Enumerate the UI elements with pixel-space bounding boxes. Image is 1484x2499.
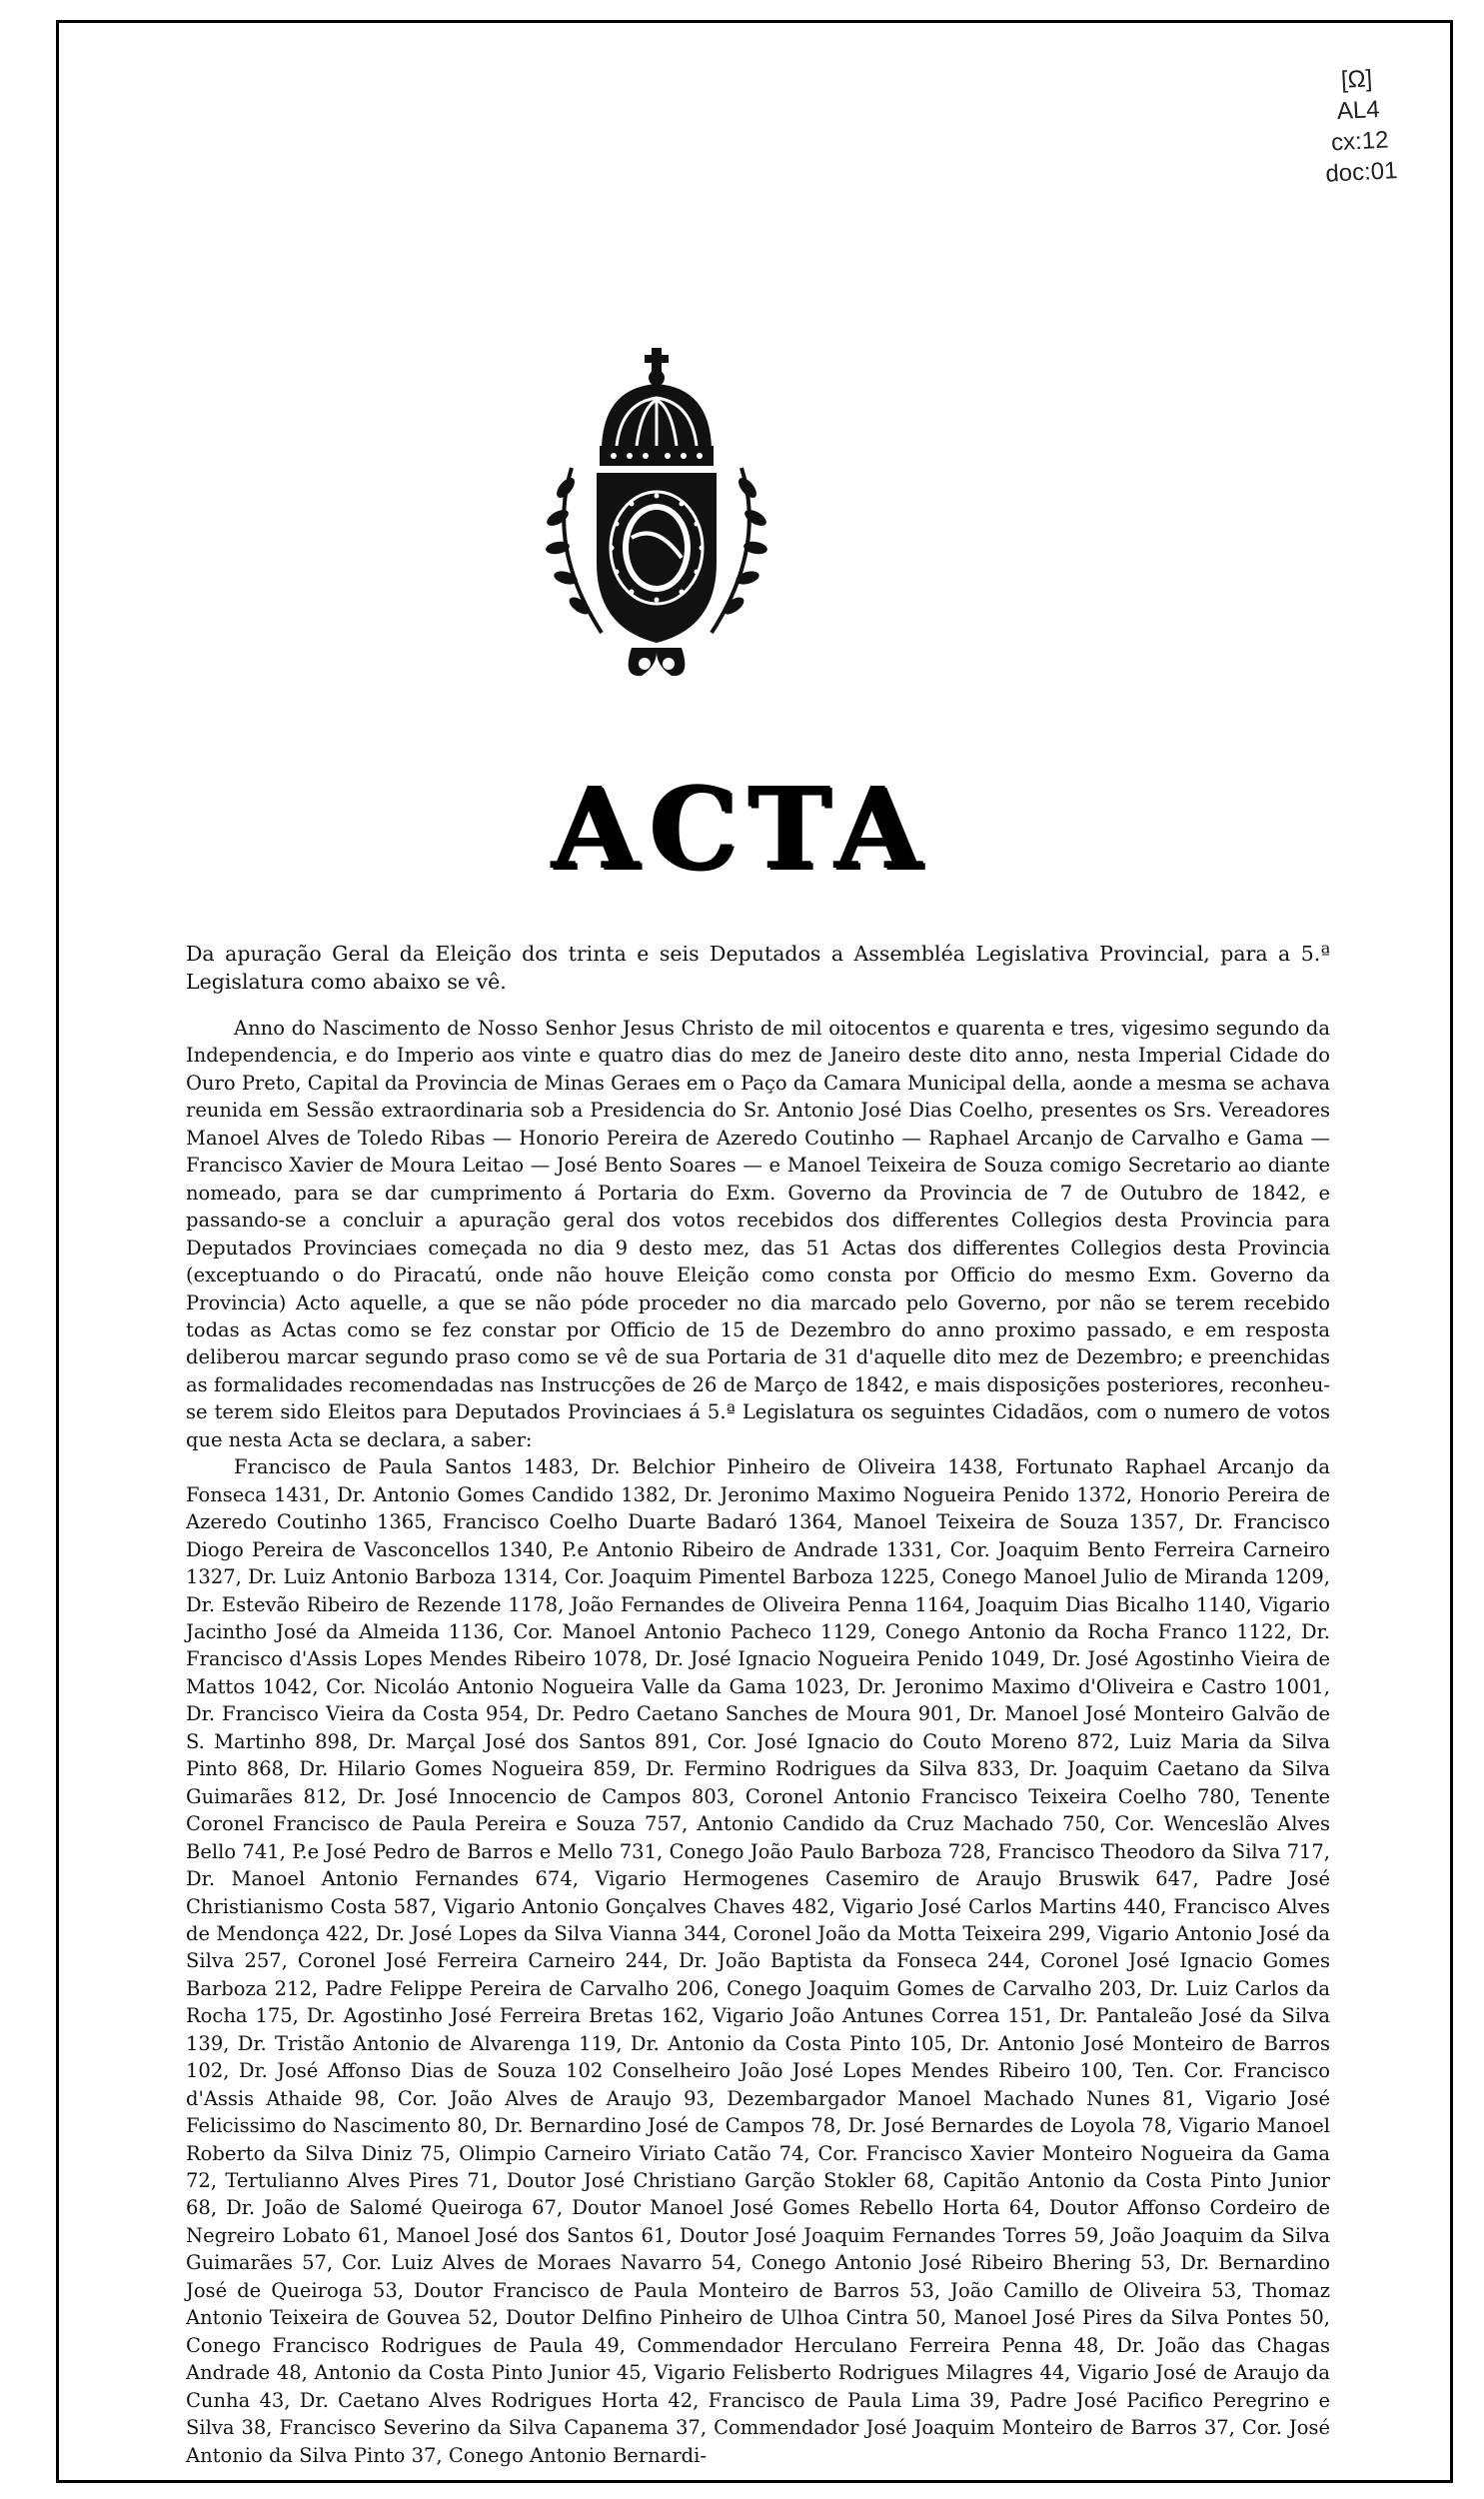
coat-of-arms-svg bbox=[542, 348, 771, 678]
body-paragraph-introduction: Anno do Nascimento de Nosso Senhor Jesus Christo de mil oitocentos e quarenta e tres, vigesimo segundo da Independencia, e do Imperio aos vinte e quatro dias do mez de Janeiro deste dito anno, nesta Imperial Cidade do Ouro Preto, Capital da Provincia de Minas Geraes em o Paço da Camara Municipal della, aonde a mesma se achava reunida em Sessão extraordinaria sob a Presidencia do Sr. Antonio José Dias Coelho, presentes os Srs. Vereadores Manoel Alves de Toledo Ribas — Honorio Pereira de Azeredo Coutinho — Raphael Arcanjo de Carvalho e Gama — Francisco Xavier de Moura Leitao — José Bento Soares — e Manoel Teixeira de Souza comigo Secretario ao diante nomeado, para se dar cumprimento á Portaria do Exm. Governo da Provincia de 7 de Outubro de 1842, e passando-se a concluir a apuração geral dos votos recebidos dos differentes Collegios desta Provincia para Deputados Provinciaes começada no dia 9 desto mez, das 51 Actas dos differentes Collegios desta Provincia (exceptuando o do Piracatú, onde não houve Eleição como consta por Officio do mesmo Exm. Governo da Provincia) Acto aquelle, a que se não póde proceder no dia marcado pelo Governo, por não se terem recebido todas as Actas como se fez constar por Officio de 15 de Dezembro do anno proximo passado, e em resposta deliberou marcar segundo praso como se vê de sua Portaria de 31 d'aquelle dito mez de Dezembro; e preenchidas as formalidades recomendadas nas Instrucções de 26 de Março de 1842, e mais disposições posteriores, reconheu-se terem sido Eleitos para Deputados Provinciaes á 5.ª Legislatura os seguintes Cidadãos, com o numero de votos que nesta Acta se declara, a saber: bbox=[186, 1017, 1330, 1451]
archive-note-line: doc:01 bbox=[1324, 157, 1399, 188]
archive-note-line: AL4 bbox=[1336, 95, 1381, 126]
document-body bbox=[186, 1015, 1330, 2469]
body-paragraph-elected-list: Francisco de Paula Santos 1483, Dr. Belchior Pinheiro de Oliveira 1438, Fortunato Raphael Arcanjo da Fonseca 1431, Dr. Antonio Gomes Candido 1382, Dr. Jeronimo Maximo Nogueira Penido 1372, Honorio Pereira de Azeredo Coutinho 1365, Francisco Coelho Duarte Badaró 1364, Manoel Teixeira de Souza 1357, Dr. Francisco Diogo Pereira de Vasconcellos 1340, P.e Antonio Ribeiro de Andrade 1331, Cor. Joaquim Bento Ferreira Carneiro 1327, Dr. Luiz Antonio Barboza 1314, Cor. Joaquim Pimentel Barboza 1225, Conego Manoel Julio de Miranda 1209, Dr. Estevão Ribeiro de Rezende 1178, João Fernandes de Oliveira Penna 1164, Joaquim Dias Bicalho 1140, Vigario Jacintho José da Almeida 1136, Cor. Manoel Antonio Pacheco 1129, Conego Antonio da Rocha Franco 1122, Dr. Francisco d'Assis Lopes Mendes Ribeiro 1078, Dr. José Ignacio Nogueira Penido 1049, Dr. José Agostinho Vieira de Mattos 1042, Cor. Nicoláo Antonio Nogueira Valle da Gama 1023, Dr. Jeronimo Maximo d'Oliveira e Castro 1001, Dr. Francisco Vieira da Costa 954, Dr. Pedro Caetano Sanches de Moura 901, Dr. Manoel José Monteiro Galvão de S. Martinho 898, Dr. Marçal José dos Santos 891, Cor. José Ignacio do Couto Moreno 872, Luiz Maria da Silva Pinto 868, Dr. Hilario Gomes Nogueira 859, Dr. Fermino Rodrigues da Silva 833, Dr. Joaquim Caetano da Silva Guimarães 812, Dr. José Innocencio de Campos 803, Coronel Antonio Francisco Teixeira Coelho 780, Tenente Coronel Francisco de Paula Pereira e Souza 757, Antonio Candido da Cruz Machado 750, Cor. Wenceslão Alves Bello 741, P.e José Pedro de Barros e Mello 731, Conego João Paulo Barboza 728, Francisco Theodoro da Silva 717, Dr. Manoel Antonio Fernandes 674, Vigario Hermogenes Casemiro de Araujo Bruswik 647, Padre José Christianismo Costa 587, Vigario Antonio Gonçalves Chaves 482, Vigario José Carlos Martins 440, Francisco Alves de Mendonça 422, Dr. José Lopes da Silva Vianna 344, Coronel João da Motta Teixeira 299, Vigario Antonio José da Silva 257, Coronel José Ferreira Carneiro 244, Dr. João Baptista da Fonseca 244, Coronel José Ignacio Gomes Barboza 212, Padre Felippe Pereira de Carvalho 206, Conego Joaquim Gomes de Carvalho 203, Dr. Luiz Carlos da Rocha 175, Dr. Agostinho José Ferreira Bretas 162, Vigario João Antunes Correa 151, Dr. Pantaleão José da Silva 139, Dr. Tristão Antonio de Alvarenga 119, Dr. Antonio da Costa Pinto 105, Dr. Antonio José Monteiro de Barros 102, Dr. José Affonso Dias de Souza 102 Conselheiro João José Lopes Mendes Ribeiro 100, Ten. Cor. Francisco d'Assis Athaide 98, Cor. João Alves de Araujo 93, Dezembargador Manoel Machado Nunes 81, Vigario José Felicissimo do Nascimento 80, Dr. Bernardino José de Campos 78, Dr. José Bernardes de Loyola 78, Vigario Manoel Roberto da Silva Diniz 75, Olimpio Carneiro Viriato Catão 74, Cor. Francisco Xavier Monteiro Nogueira da Gama 72, Tertulianno Alves Pires 71, Doutor José Christiano Garção Stokler 68, Capitão Antonio da Costa Pinto Junior 68, Dr. João de Salomé Queiroga 67, Doutor Manoel José Gomes Rebello Horta 64, Doutor Affonso Cordeiro de Negreiro Lobato 61, Manoel José dos Santos 61, Doutor José Joaquim Fernandes Torres 59, João Joaquim da Silva Guimarães 57, Cor. Luiz Alves de Moraes Navarro 54, Conego Antonio José Ribeiro Bhering 53, Dr. Bernardino José de Queiroga 53, Doutor Francisco de Paula Monteiro de Barros 53, João Camillo de Oliveira 53, Thomaz Antonio Teixeira de Gouvea 52, Doutor Delfino Pinheiro de Ulhoa Cintra 50, Manoel José Pires da Silva Pontes 50, Conego Francisco Rodrigues de Paula 49, Commendador Herculano Ferreira Penna 48, Dr. João das Chagas Andrade 48, Antonio da Costa Pinto Junior 45, Vigario Felisberto Rodrigues Milagres 44, Vigario José de Araujo da Cunha 43, Dr. Caetano Alves Rodrigues Horta 42, Francisco de Paula Lima 39, Padre José Pacifico Peregrino e Silva 38, Francisco Severino da Silva Capanema 37, Commendador José Joaquim Monteiro de Barros 37, Cor. José Antonio da Silva Pinto 37, Conego Antonio Bernardi- bbox=[186, 1455, 1330, 2467]
document-subtitle: Da apuração Geral da Eleição dos trinta e seis Deputados a Assembléa Legislativa Provincial, para a 5.ª Legislatura como abaixo se vê. bbox=[186, 942, 1330, 994]
imperial-coat-of-arms-icon bbox=[542, 348, 771, 678]
archive-handwritten-note bbox=[1301, 61, 1417, 191]
archive-note-line: cx:12 bbox=[1330, 126, 1390, 157]
archive-note-line: [Ω] bbox=[1340, 65, 1373, 94]
document-title: ACTA bbox=[552, 764, 932, 895]
